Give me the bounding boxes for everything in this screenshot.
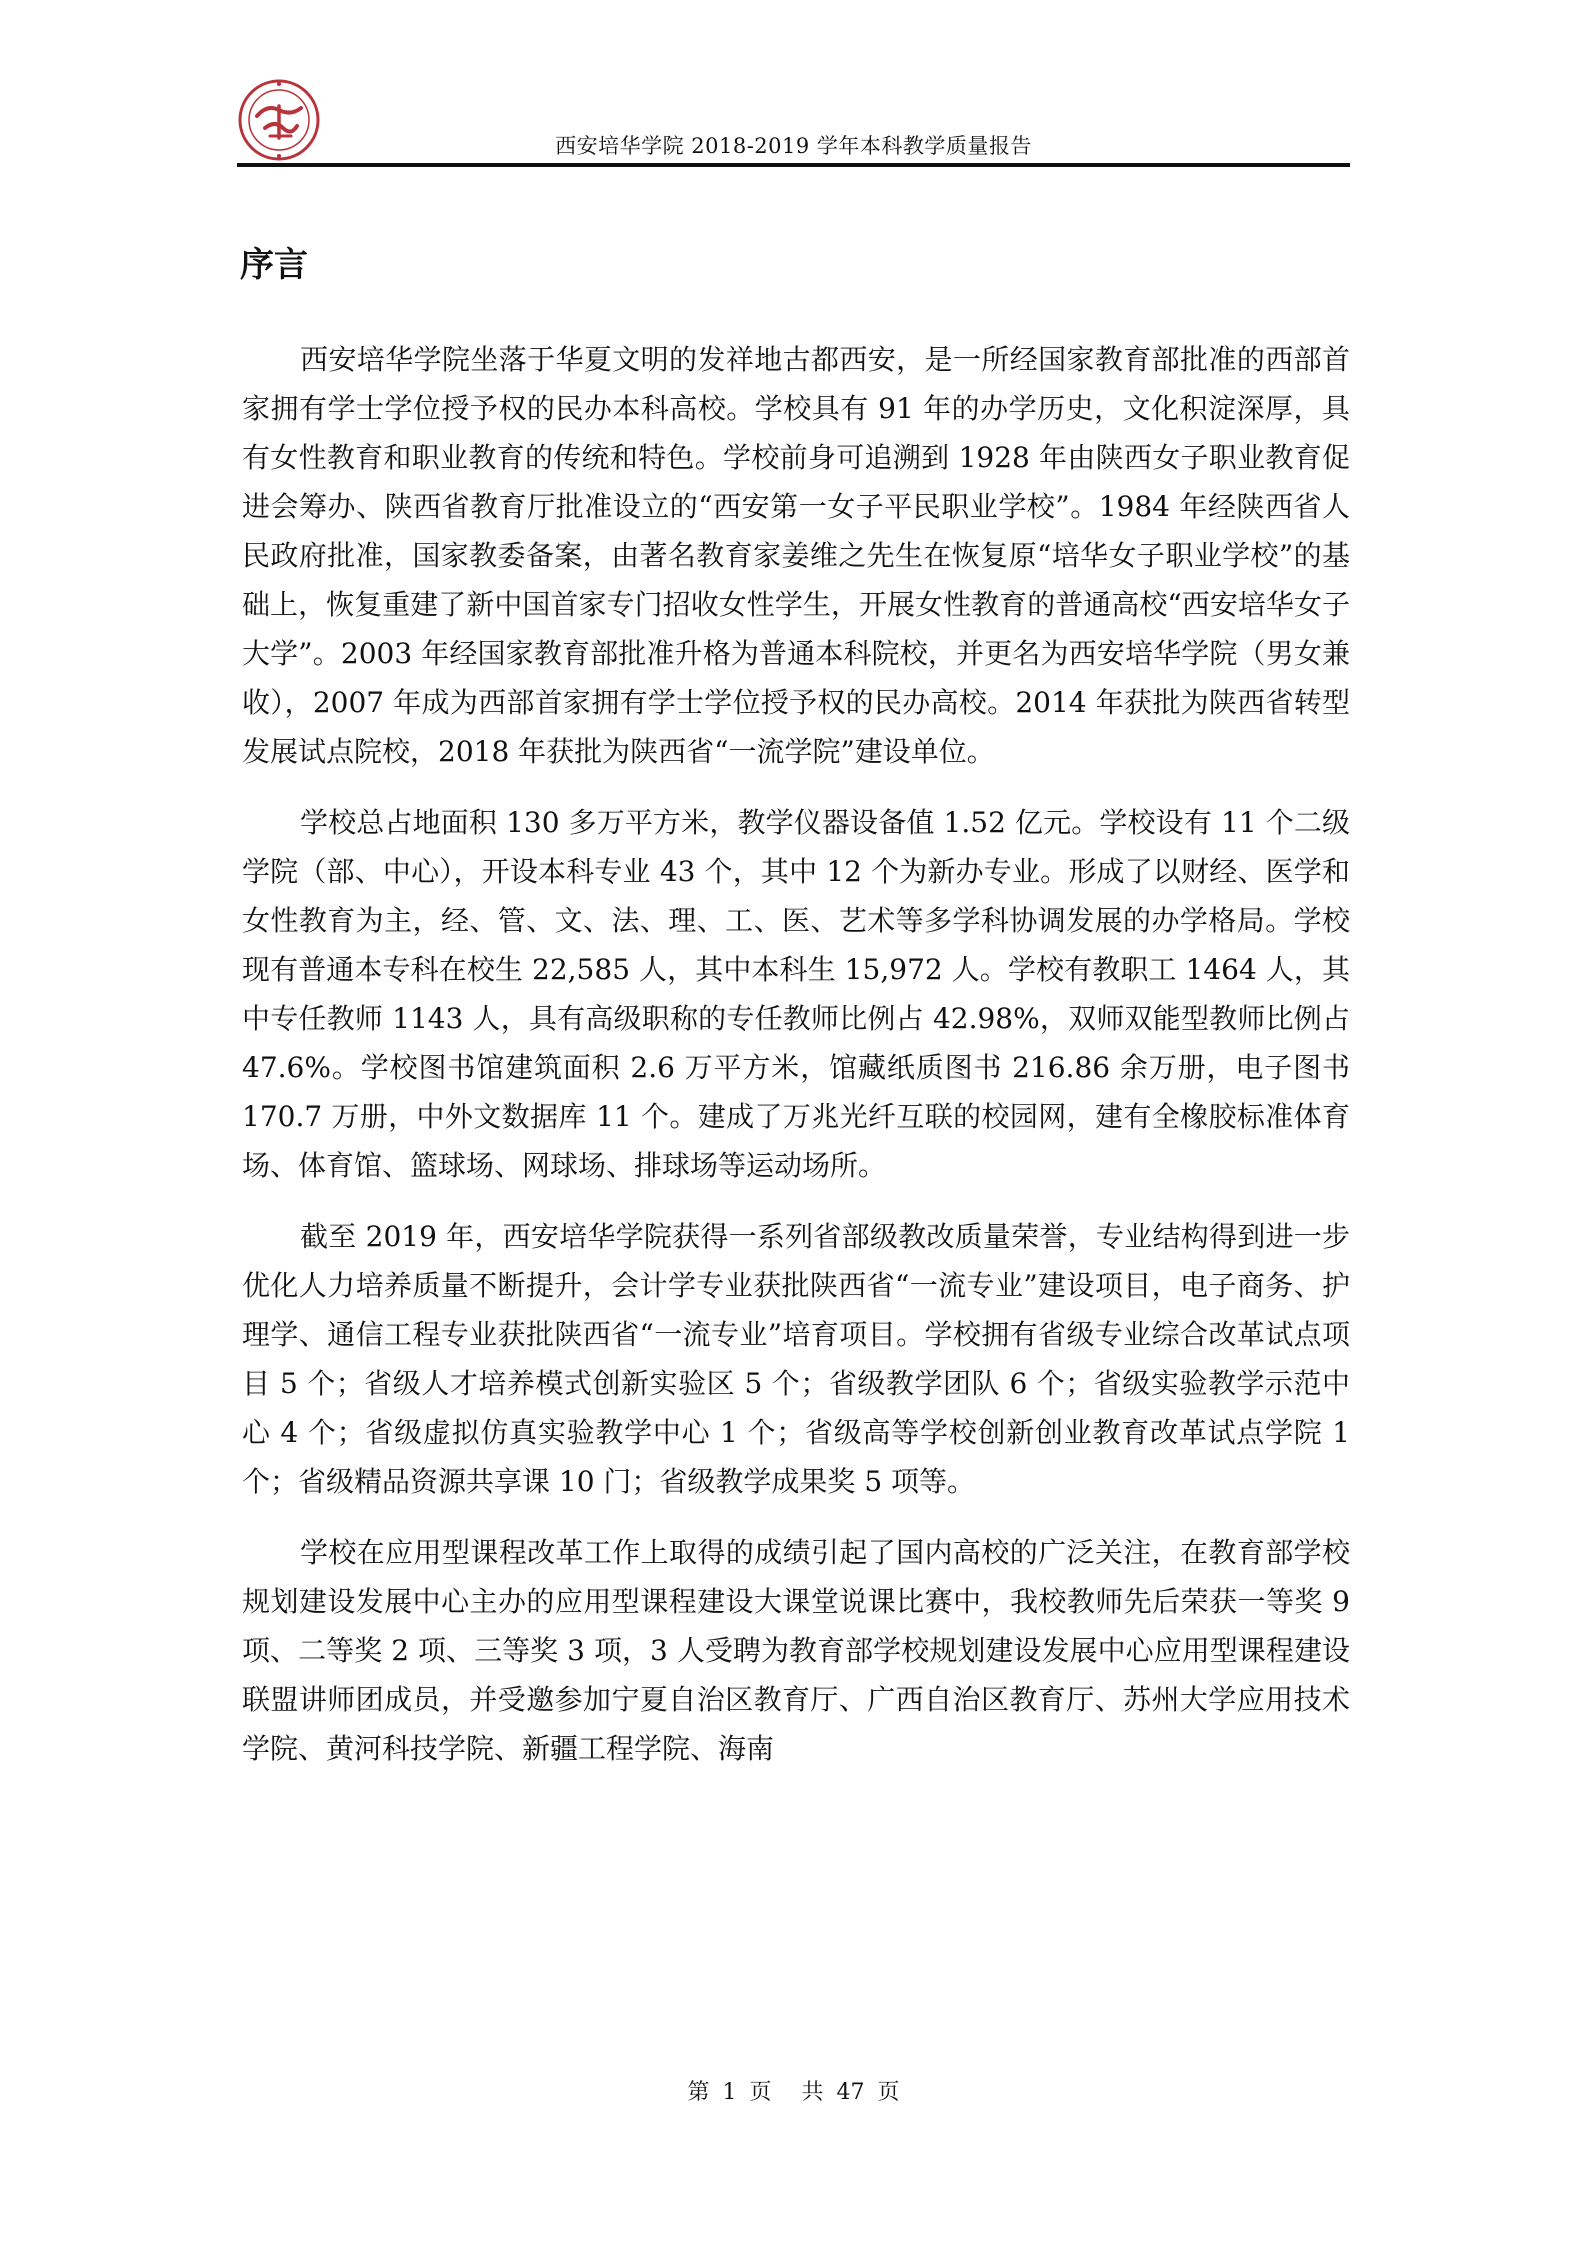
total-suffix: 页 xyxy=(877,2080,900,2105)
total-prefix: 共 xyxy=(801,2080,824,2105)
document-body xyxy=(242,335,1350,1795)
paragraph-history: 西安培华学院坐落于华夏文明的发祥地古都西安，是一所经国家教育部批准的西部首家拥有学士学位授予权的民办本科高校。学校具有 91 年的办学历史，文化积淀深厚，具有女性教育和职业教育的传统和特色。学校前身可追溯到 1928 年由陕西女子职业教育促进会筹办、陕西省教育厅批准设立的“西安第一女子平民职业学校”。1984 年经陕西省人民政府批准，国家教委备案，由著名教育家姜维之先生在恢复原“培华女子职业学校”的基础上，恢复重建了新中国首家专门招收女性学生，开展女性教育的普通高校“西安培华女子大学”。2003 年经国家教育部批准升格为普通本科院校，并更名为西安培华学院（男女兼收），2007 年成为西部首家拥有学士学位授予权的民办高校。2014 年获批为陕西省转型发展试点院校，2018 年获批为陕西省“一流学院”建设单位。 xyxy=(242,343,1350,768)
page-number: 1 xyxy=(722,2080,737,2105)
header-divider xyxy=(237,163,1350,167)
paragraph-honors: 截至 2019 年，西安培华学院获得一系列省部级教改质量荣誉，专业结构得到进一步优化人力培养质量不断提升，会计学专业获批陕西省“一流专业”建设项目，电子商务、护理学、通信工程专业获批陕西省“一流专业”培育项目。学校拥有省级专业综合改革试点项目 5 个；省级人才培养模式创新实验区 5 个；省级教学团队 6 个；省级实验教学示范中心 4 个；省级虚拟仿真实验教学中心 1 个；省级高等学校创新创业教育改革试点学院 1 个；省级精品资源共享课 10 门；省级教学成果奖 5 项等。 xyxy=(242,1220,1350,1498)
section-title: 序言 xyxy=(240,245,308,285)
paragraph-course-reform: 学校在应用型课程改革工作上取得的成绩引起了国内高校的广泛关注，在教育部学校规划建设发展中心主办的应用型课程建设大课堂说课比赛中，我校教师先后荣获一等奖 9 项、二等奖 2 项、三等奖 3 项，3 人受聘为教育部学校规划建设发展中心应用型课程建设联盟讲师团成员，并受邀参加宁夏自治区教育厅、广西自治区教育厅、苏州大学应用技术学院、黄河科技学院、新疆工程学院、海南 xyxy=(242,1536,1350,1765)
page-header xyxy=(237,78,1350,170)
report-header-title: 西安培华学院 2018-2019 学年本科教学质量报告 xyxy=(555,134,1032,158)
total-pages: 47 xyxy=(836,2080,865,2105)
paragraph-campus-statistics: 学校总占地面积 130 多万平方米，教学仪器设备值 1.52 亿元。学校设有 11 个二级学院（部、中心），开设本科专业 43 个，其中 12 个为新办专业。形成了以财经、医学和女性教育为主，经、管、文、法、理、工、医、艺术等多学科协调发展的办学格局。学校现有普通本专科在校生 22,585 人，其中本科生 15,972 人。学校有教职工 1464 人，其中专任教师 1143 人，具有高级职称的专任教师比例占 42.98%，双师双能型教师比例占 47.6%。学校图书馆建筑面积 2.6 万平方米，馆藏纸质图书 216.86 余万册，电子图书 170.7 万册，中外文数据库 11 个。建成了万兆光纤互联的校园网，建有全橡胶标准体育场、体育馆、篮球场、网球场、排球场等运动场所。 xyxy=(242,806,1350,1182)
page-prefix: 第 xyxy=(687,2080,710,2105)
page-suffix: 页 xyxy=(749,2080,772,2105)
page-footer xyxy=(0,2075,1587,2106)
